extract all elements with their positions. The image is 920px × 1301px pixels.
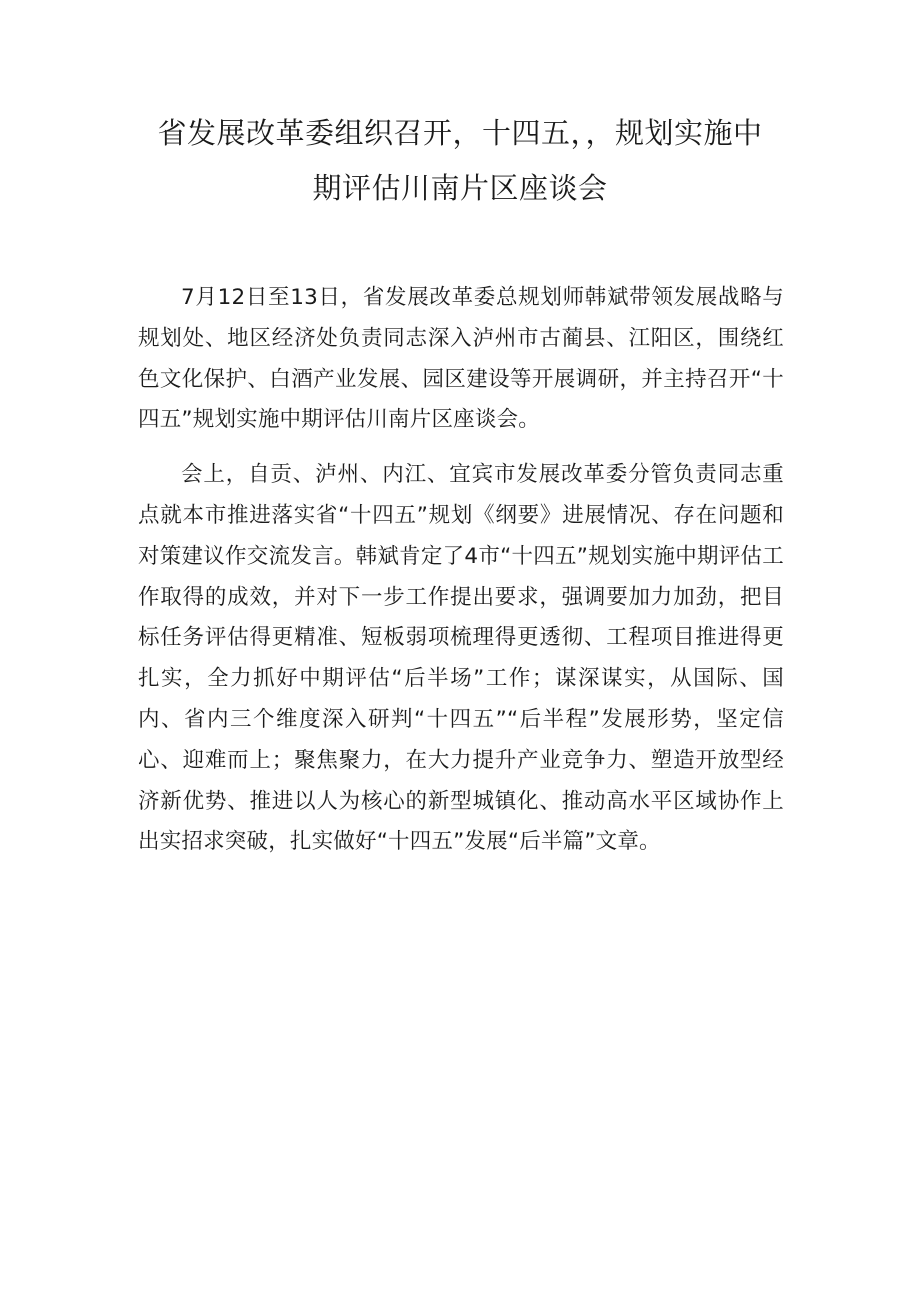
paragraph-1: 7月12日至13日，省发展改革委总规划师韩斌带领发展战略与规划处、地区经济处负责同志深入泸州市古蔺县、江阳区，围绕红色文化保护、白酒产业发展、园区建设等开展调研，并主持召开“十四五”规划实施中期评估川南片区座谈会。 [138, 285, 784, 433]
document-body [138, 278, 784, 877]
title-line-1: 省发展改革委组织召开，十四五，，规划实施中 [157, 116, 763, 150]
paragraph-2: 会上，自贡、泸州、内江、宜宾市发展改革委分管负责同志重点就本市推进落实省“十四五”规划《纲要》进展情况、存在问题和对策建议作交流发言。韩斌肯定了4市“十四五”规划实施中期评估工作取得的成效，并对下一步工作提出要求，强调要加力加劲，把目标任务评估得更精准、短板弱项梳理得更透彻、工程项目推进得更扎实，全力抓好中期评估“后半场”工作；谋深谋实，从国际、国内、省内三个维度深入研判“十四五”“后半程”发展形势，坚定信心、迎难而上；聚焦聚力，在大力提升产业竞争力、塑造开放型经济新优势、推进以人为核心的新型城镇化、推动高水平区域协作上出实招求突破，扎实做好“十四五”发展“后半篇”文章。 [138, 462, 784, 855]
document-title [100, 106, 820, 216]
title-line-2: 期评估川南片区座谈会 [312, 171, 608, 205]
